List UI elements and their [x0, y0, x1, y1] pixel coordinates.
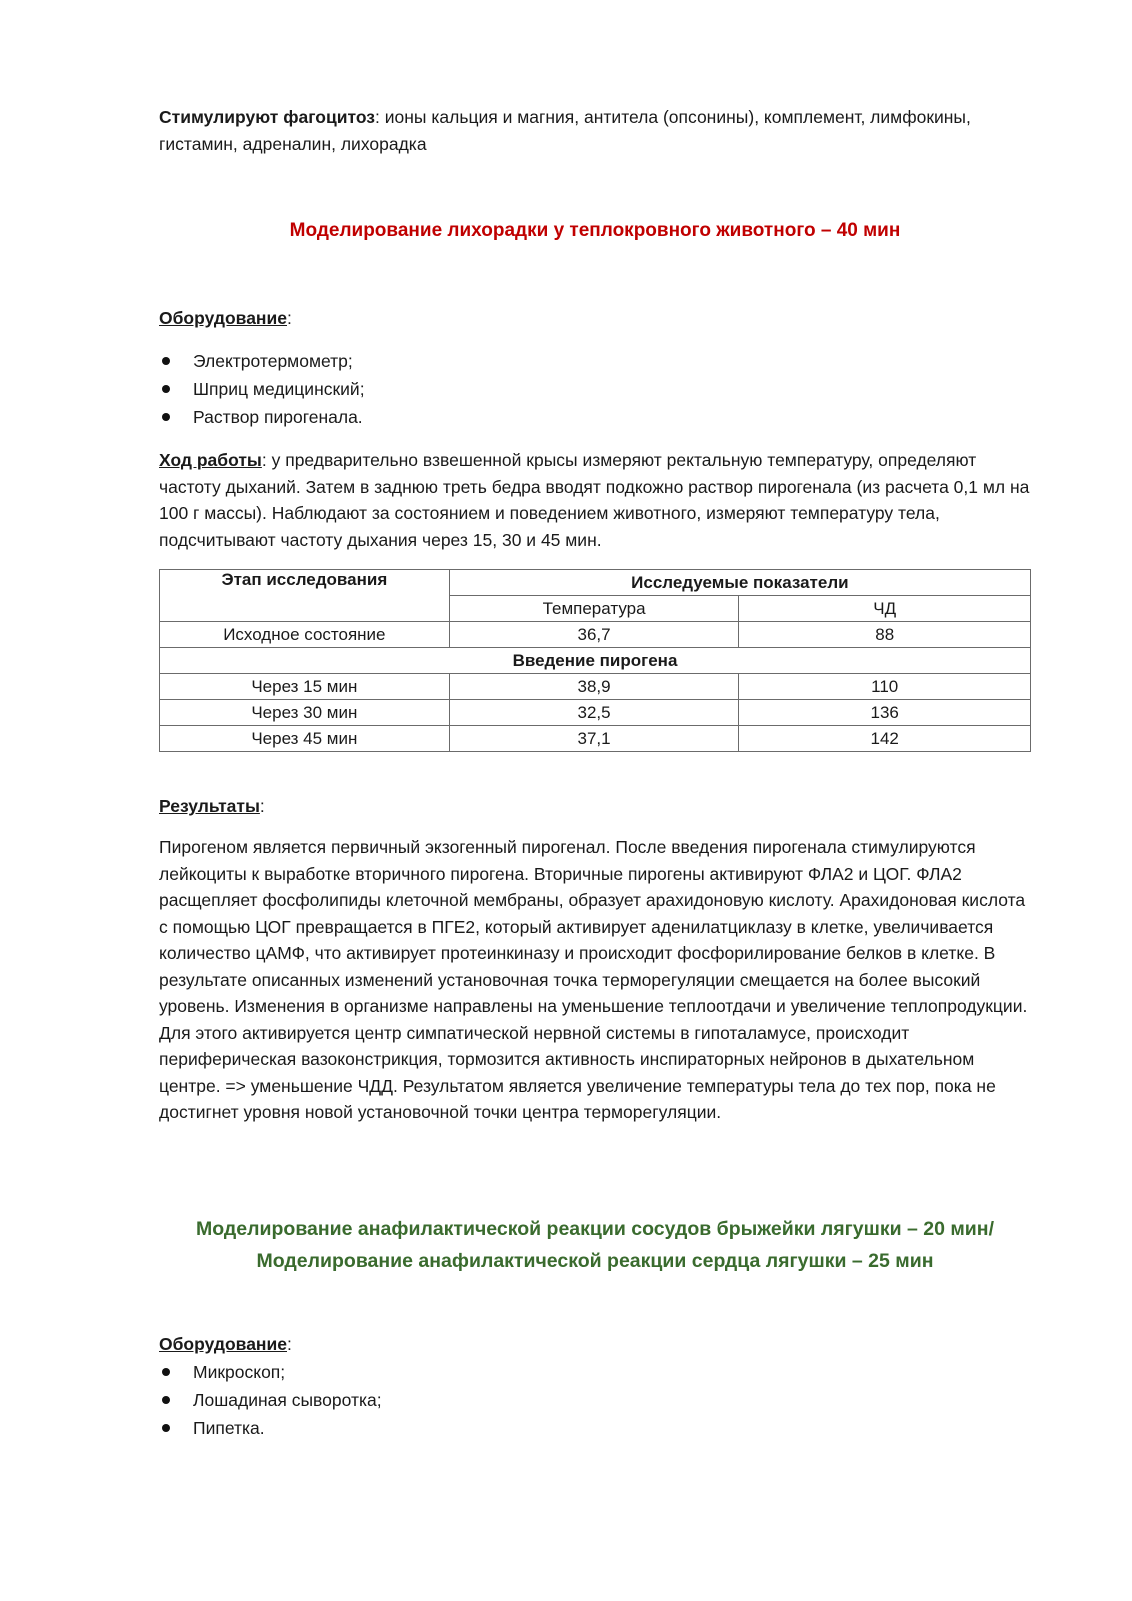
- temperature-column-header: Температура: [449, 596, 739, 622]
- section1-results-colon: :: [259, 796, 265, 816]
- bullet-icon: [162, 1396, 170, 1404]
- table-row: [160, 700, 1031, 726]
- table-cell-temp: 38,9: [449, 674, 739, 700]
- table-section-row: [160, 648, 1031, 674]
- list-item: [159, 375, 1031, 403]
- intro-paragraph: [159, 104, 1031, 157]
- table-cell-stage: Через 45 мин: [160, 726, 450, 752]
- bullet-icon: [162, 357, 170, 365]
- table-cell-rr: 88: [739, 622, 1031, 648]
- table-row: [160, 674, 1031, 700]
- table-cell-rr: 110: [739, 674, 1031, 700]
- section1-procedure-paragraph: [159, 447, 1031, 553]
- table-cell-rr: 142: [739, 726, 1031, 752]
- section2-title-line2: Моделирование анафилактической реакции сердца лягушки – 25 мин: [256, 1250, 934, 1272]
- list-item-text: Раствор пирогенала.: [193, 407, 363, 427]
- list-item-text: Электротермометр;: [193, 351, 353, 371]
- bullet-icon: [162, 385, 170, 393]
- section1-equipment-heading: [159, 305, 292, 332]
- section2-title: [159, 1213, 1031, 1277]
- list-item: [159, 1414, 1031, 1442]
- section2-equipment-colon: :: [287, 1334, 292, 1354]
- section1-procedure-text: : у предварительно взвешенной крысы измеряют ректальную температуру, определяют частоту дыханий. Затем в заднюю треть бедра вводят подкожно раствор пирогенала (из расчета 0,1 мл на 100 г массы). Наблюдают за состоянием и поведением животного, измеряют температуру тела, подсчитывают частоту дыхания через 15, 30 и 45 мин.: [159, 450, 1030, 550]
- bullet-icon: [162, 413, 170, 421]
- indicators-column-header: Исследуемые показатели: [449, 570, 1030, 596]
- section2-equipment-list: [159, 1358, 1031, 1442]
- section1-equipment-list: [159, 347, 1031, 431]
- table-cell-stage: Через 15 мин: [160, 674, 450, 700]
- list-item-text: Пипетка.: [193, 1418, 265, 1438]
- list-item-text: Микроскоп;: [193, 1362, 286, 1382]
- measurements-table: [159, 569, 1031, 752]
- section1-title: Моделирование лихорадки у теплокровного животного – 40 мин: [289, 220, 901, 241]
- bullet-icon: [162, 1368, 170, 1376]
- table-cell-temp: 36,7: [449, 622, 739, 648]
- list-item-text: Лошадиная сыворотка;: [193, 1390, 382, 1410]
- section1-procedure-label: Ход работы: [159, 450, 262, 470]
- table-cell-temp: 32,5: [449, 700, 739, 726]
- table-cell-stage: Через 30 мин: [160, 700, 450, 726]
- table-row: [160, 726, 1031, 752]
- list-item: [159, 347, 1031, 375]
- table-row: [160, 622, 1031, 648]
- section1-results-label: Результаты: [159, 796, 260, 816]
- bullet-icon: [162, 1424, 170, 1432]
- table-cell-temp: 37,1: [449, 726, 739, 752]
- intro-bold-term: Стимулируют фагоцитоз: [159, 107, 375, 127]
- table-header-row: [160, 570, 1031, 596]
- list-item-text: Шприц медицинский;: [193, 379, 365, 399]
- section2-title-line1: Моделирование анафилактической реакции сосудов брыжейки лягушки – 20 мин/: [196, 1218, 994, 1240]
- list-item: [159, 403, 1031, 431]
- section2-equipment-label: Оборудование: [159, 1334, 287, 1354]
- intro-text: : ионы кальция и магния, антитела (опсонины), комплемент, лимфокины, гистамин, адреналин, лихорадка: [159, 107, 971, 154]
- respiratory-rate-column-header: ЧД: [739, 596, 1031, 622]
- section1-equipment-colon: :: [287, 308, 292, 328]
- list-item: [159, 1358, 1031, 1386]
- section1-equipment-label: Оборудование: [159, 308, 287, 328]
- stage-column-header: Этап исследования: [160, 570, 450, 622]
- section1-results-text: Пирогеном является первичный экзогенный пирогенал. После введения пирогенала стимулируются лейкоциты к выработке вторичного пирогена. Вторичные пирогены активируют ФЛА2 и ЦОГ. ФЛА2 расщепляет фосфолипиды клеточной мембраны, образует арахидоновую кислоту. Арахидоновая кислота с помощью ЦОГ превращается в ПГЕ2, который активирует аденилатциклазу в клетке, увеличивается количество цАМФ, что активирует протеинкиназу и происходит фосфорилирование белков в клетке. В результате описанных изменений установочная точка терморегуляции смещается на более высокий уровень. Изменения в организме направлены на уменьшение теплоотдачи и увеличение теплопродукции. Для этого активируется центр симпатической нервной системы в гипоталамусе, происходит периферическая вазоконстрикция, тормозится активность инспираторных нейронов в дыхательном центре. => уменьшение ЧДД. Результатом является увеличение температуры тела до тех пор, пока не достигнет уровня новой установочной точки центра терморегуляции.: [159, 837, 1028, 1122]
- pyrogen-subheader: Введение пирогена: [160, 648, 1031, 674]
- list-item: [159, 1386, 1031, 1414]
- section1-results-heading: [159, 793, 265, 820]
- section2-equipment-heading: [159, 1331, 292, 1358]
- table-cell-stage: Исходное состояние: [160, 622, 450, 648]
- table-cell-rr: 136: [739, 700, 1031, 726]
